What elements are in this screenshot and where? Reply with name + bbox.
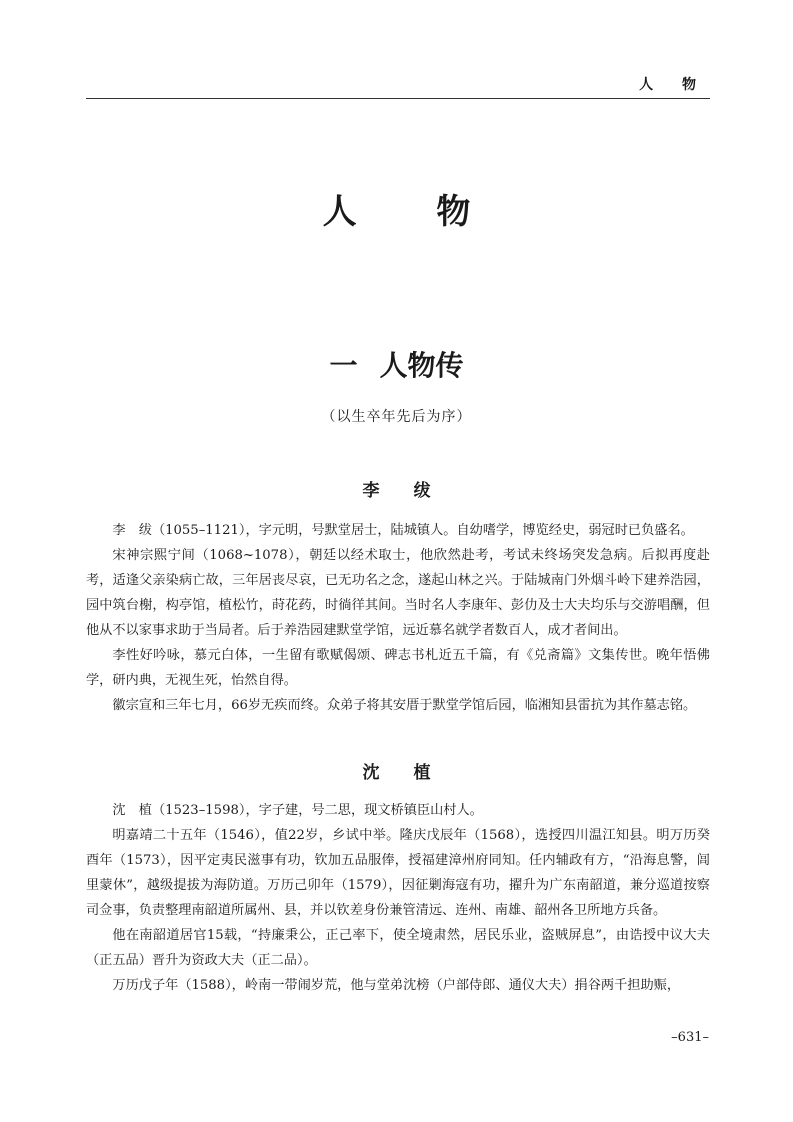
bio-paragraph: 徽宗宣和三年七月，66岁无疾而终。众弟子将其安厝于默堂学馆后园，临湘知县雷抗为其作墓志铭。 — [112, 698, 697, 713]
bio-paragraph: 李 绂（1055–1121），字元明，号默堂居士，陆城镇人。自幼嗜学，博览经史，弱冠时已负盛名。 — [112, 523, 694, 538]
bio-paragraph: 万历戊子年（1588），岭南一带闹岁荒，他与堂弟沈榜（户部侍郎、通仪大夫）捐谷两千担助赈， — [112, 978, 681, 993]
biography-shen-zhi — [86, 798, 710, 998]
bio-paragraph: 他在南韶道居官15载，“持廉秉公，正己率下，使全境肃然，居民乐业，盗贼屏息”，由诰授中议大夫（正五品）晋升为资政大夫（正二品）。 — [86, 928, 710, 968]
page-number: –631– — [671, 1030, 709, 1045]
running-header — [86, 72, 710, 99]
person-name-shen-zhi: 沈 植 — [362, 763, 445, 783]
section-heading — [0, 344, 793, 384]
running-header-title: 人 物 — [639, 77, 708, 93]
biography-li-fu — [86, 518, 710, 718]
bio-paragraph: 明嘉靖二十五年（1546），值22岁，乡试中举。隆庆戊辰年（1568），选授四川温江知县。明万历癸酉年（1573），因平定夷民滋事有功，钦加五品服俸，授福建漳州府同知。任内辅政有方，“沿海息警，闾里蒙休”，越级提拔为海防道。万历己卯年（1579），因征剿海寇有功，擢升为广东南韶道，兼分巡道按察司佥事，负责整理南韶道所属州、县，并以钦差身份兼管清远、连州、南雄、韶州各卫所地方兵备。 — [86, 828, 710, 918]
section-note: （以生卒年先后为序） — [321, 409, 472, 425]
bio-paragraph: 宋神宗熙宁间（1068~1078），朝廷以经术取士，他欣然赴考，考试未终场突发急病。后拟再度赴考，适逢父亲染病亡故，三年居丧尽哀，已无功名之念，遂起山林之兴。于陆城南门外烟斗岭下建养浩园，园中筑台榭，构亭馆，植松竹，莳花药，时徜徉其间。当时名人李康年、彭仂及士大夫均乐与交游唱酬，但他从不以家事求助于当局者。后于养浩园建默堂学馆，远近慕名就学者数百人，成才者间出。 — [86, 548, 710, 638]
bio-paragraph: 李性好吟咏，慕元白体，一生留有歌赋偈颂、碑志书札近五千篇，有《兑斋篇》文集传世。晚年悟佛学，研内典，无视生死，怡然自得。 — [86, 648, 710, 688]
section-number: 一 — [329, 349, 358, 382]
section-title: 人物传 — [379, 349, 464, 382]
chapter-title: 人 物 — [322, 192, 505, 232]
bio-paragraph: 沈 植（1523–1598），字子建，号二思，现文桥镇臣山村人。 — [112, 803, 483, 818]
person-name-li-fu: 李 绂 — [362, 481, 445, 501]
